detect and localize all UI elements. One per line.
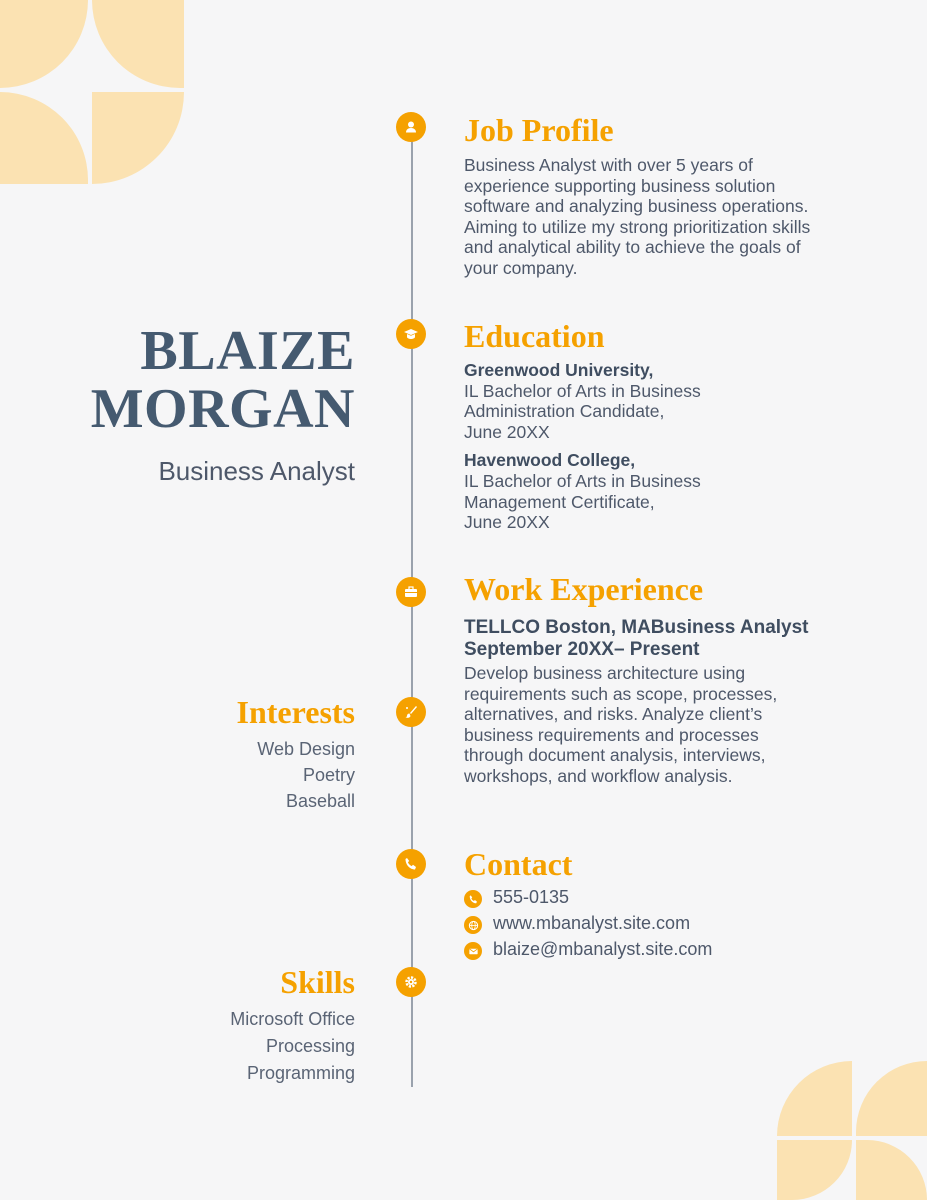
degree-line: IL Bachelor of Arts in Business bbox=[464, 380, 701, 401]
degree-line: Management Certificate, bbox=[464, 491, 655, 512]
contact-website-row bbox=[464, 910, 824, 936]
envelope-icon bbox=[464, 942, 482, 960]
degree-line: IL Bachelor of Arts in Business bbox=[464, 470, 701, 491]
website-link[interactable]: www.mbanalyst.site.com bbox=[493, 912, 691, 933]
job-profile-heading: Job Profile bbox=[464, 112, 614, 148]
graduation-cap-icon bbox=[396, 319, 426, 349]
contact-heading: Contact bbox=[464, 846, 573, 882]
person-icon bbox=[396, 112, 426, 142]
candidate-name bbox=[91, 322, 355, 438]
phone-number[interactable]: 555-0135 bbox=[493, 886, 570, 907]
decor-quarter-circle bbox=[777, 1140, 852, 1200]
interests-section bbox=[237, 694, 356, 814]
name-last: MORGAN bbox=[90, 378, 355, 440]
briefcase-icon bbox=[396, 577, 426, 607]
job-role: TELLCO Boston, MABusiness Analyst bbox=[464, 617, 809, 638]
timeline-line bbox=[411, 127, 413, 1087]
contact-phone-row bbox=[464, 884, 824, 910]
graduation-date: June 20XX bbox=[464, 421, 550, 442]
gear-icon bbox=[396, 967, 426, 997]
interests-heading: Interests bbox=[236, 694, 355, 730]
job-title: Business Analyst bbox=[158, 456, 355, 486]
job-dates: September 20XX– Present bbox=[464, 639, 700, 660]
interests-list bbox=[237, 736, 356, 814]
decor-quarter-circle bbox=[777, 1061, 852, 1136]
decor-quarter-circle bbox=[856, 1061, 927, 1136]
list-item: Microsoft Office bbox=[230, 1009, 355, 1029]
decor-quarter-circle bbox=[856, 1140, 927, 1200]
decor-quarter-circle bbox=[0, 92, 88, 184]
globe-icon bbox=[464, 916, 482, 934]
work-experience-heading: Work Experience bbox=[464, 571, 704, 607]
phone-icon bbox=[396, 849, 426, 879]
skills-heading: Skills bbox=[280, 964, 355, 1000]
list-item: Processing bbox=[265, 1036, 355, 1056]
education-entry bbox=[464, 360, 824, 442]
list-item: Poetry bbox=[302, 765, 355, 785]
contact-section bbox=[464, 846, 824, 962]
email-link[interactable]: blaize@mbanalyst.site.com bbox=[493, 938, 713, 959]
job-profile-section bbox=[464, 112, 820, 279]
degree-line: Administration Candidate, bbox=[464, 401, 665, 422]
school-name: Greenwood University, bbox=[464, 360, 654, 380]
education-heading: Education bbox=[464, 318, 605, 354]
list-item: Baseball bbox=[285, 791, 355, 811]
school-name: Havenwood College, bbox=[464, 450, 636, 471]
education-section bbox=[464, 318, 824, 533]
list-item: Programming bbox=[246, 1063, 355, 1083]
decor-quarter-circle bbox=[0, 0, 88, 88]
decor-quarter-circle bbox=[92, 92, 184, 184]
work-experience-section bbox=[464, 571, 820, 787]
job-profile-text: Business Analyst with over 5 years of experience supporting business solution software and analyzing business operations. Aiming to utilize my strong prioritization skills and analytical ability to achieve the goals of your company. bbox=[464, 155, 811, 278]
phone-icon bbox=[464, 890, 482, 908]
paint-brush-icon bbox=[396, 697, 426, 727]
skills-list bbox=[230, 1006, 355, 1087]
contact-email-row bbox=[464, 936, 824, 962]
name-first: BLAIZE bbox=[140, 320, 355, 382]
job-description: Develop business architecture using requirements such as scope, processes, alternatives, and risks. Analyze client’s business requirements and processes through document analysis, interviews, workshops, and workflow analysis. bbox=[464, 663, 778, 786]
graduation-date: June 20XX bbox=[464, 512, 550, 533]
education-entry bbox=[464, 450, 824, 532]
decor-quarter-circle bbox=[92, 0, 184, 88]
list-item: Web Design bbox=[257, 739, 355, 759]
skills-section bbox=[230, 964, 355, 1087]
